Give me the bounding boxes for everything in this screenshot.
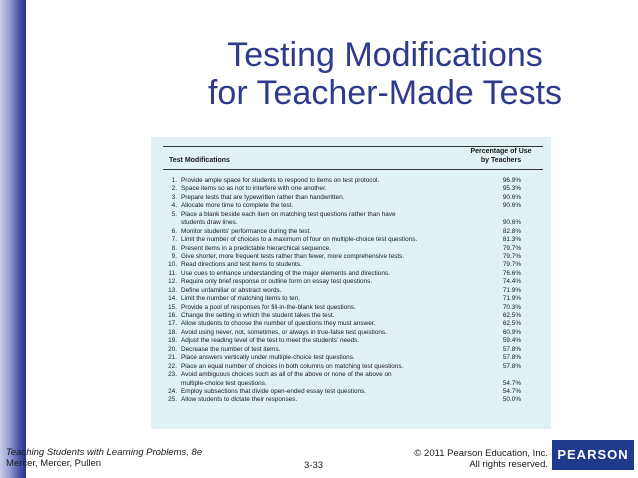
row-modification-text: Decrease the number of test items. — [181, 345, 281, 353]
row-modification-text: Change the setting in which the student takes the test. — [181, 312, 335, 319]
row-number: 8. — [171, 244, 177, 252]
table-row — [151, 363, 551, 371]
pearson-logo — [552, 440, 634, 470]
row-modification-text: Limit the number of matching items to ten. — [181, 295, 300, 303]
row-percentage: 57.8% — [502, 362, 521, 370]
row-modification-text: Avoid using never, not, sometimes, or always in true-false test questions. — [181, 328, 387, 336]
row-number: 1. — [171, 177, 177, 184]
row-number: 4. — [171, 202, 177, 210]
decorative-side-bar — [0, 0, 26, 478]
table-row — [151, 354, 551, 362]
table-row — [151, 312, 551, 320]
table-row — [151, 194, 551, 202]
row-number: 19. — [168, 337, 177, 345]
row-number: 18. — [168, 328, 177, 336]
row-number: 14. — [168, 295, 177, 303]
row-percentage: 54.7% — [502, 387, 521, 395]
table-row — [151, 185, 551, 193]
table-row — [151, 228, 551, 236]
rights-text: All rights reserved. — [469, 459, 548, 470]
header-percentage-line-2: by Teachers — [480, 156, 522, 164]
row-number: 3. — [171, 193, 177, 201]
row-percentage: 90.6% — [502, 202, 521, 210]
row-number: 6. — [171, 227, 177, 235]
copyright-text: © 2011 Pearson Education, Inc. — [414, 448, 548, 459]
row-number: 20. — [168, 345, 177, 353]
row-modification-text: Place a blank beside each item on matching test questions rather than have — [181, 210, 396, 218]
row-number: 9. — [171, 252, 177, 260]
book-authors: Mercer, Mercer, Pullen — [6, 458, 102, 469]
row-number: 23. — [168, 371, 177, 379]
footer-copyright — [400, 448, 548, 470]
row-percentage: 96.9% — [502, 177, 521, 184]
table-header-rule — [163, 169, 543, 170]
row-modification-text: Avoid ambiguous choices such as all of the above or none of the above on — [181, 371, 392, 379]
title-line-1: Testing Modifications — [227, 36, 543, 74]
row-number: 15. — [168, 303, 177, 311]
row-percentage: 59.4% — [502, 337, 521, 345]
row-number: 7. — [171, 236, 177, 244]
row-number: 22. — [168, 362, 177, 370]
header-percentage-of-use — [461, 148, 541, 165]
row-percentage: 81.3% — [502, 236, 521, 244]
row-modification-text: Place an equal number of choices in both columns on matching test questions. — [181, 362, 404, 370]
row-percentage: 54.7% — [502, 379, 521, 387]
row-number: 17. — [168, 320, 177, 328]
table-row — [151, 380, 551, 388]
header-percentage-line-1: Percentage of Use — [470, 148, 532, 155]
row-number: 5. — [171, 210, 177, 218]
row-percentage: 74.4% — [502, 278, 521, 286]
header-test-modifications: Test Modifications — [169, 157, 230, 164]
table-top-rule — [163, 146, 543, 147]
row-percentage: 71.9% — [502, 295, 521, 303]
row-modification-text: Adjust the reading level of the test to meet the students' needs. — [181, 337, 360, 345]
row-modification-text: Space items so as not to interfere with one another. — [181, 185, 327, 193]
table-row — [151, 261, 551, 269]
table-row — [151, 202, 551, 210]
row-modification-text: Give shorter, more frequent tests rather than fewer, more comprehensive tests. — [181, 252, 405, 260]
table-row — [151, 177, 551, 185]
row-percentage: 95.3% — [502, 185, 521, 193]
table-body — [151, 177, 551, 405]
table-row — [151, 211, 551, 219]
title-line-2: for Teacher-Made Tests — [207, 74, 563, 112]
row-percentage: 57.8% — [502, 345, 521, 353]
row-number: 21. — [168, 354, 177, 362]
row-percentage: 79.7% — [502, 244, 521, 252]
row-modification-text: Employ subsections that divide open-ended essay test questions. — [181, 387, 367, 395]
row-number: 11. — [168, 269, 177, 277]
row-modification-text: multiple-choice test questions. — [181, 379, 267, 387]
table-row — [151, 388, 551, 396]
row-percentage: 79.7% — [502, 261, 521, 269]
table-row — [151, 253, 551, 261]
row-modification-text: Use cues to enhance understanding of the major elements and directions. — [181, 269, 390, 277]
row-number: 13. — [168, 286, 177, 294]
row-modification-text: students draw lines. — [181, 219, 238, 227]
row-percentage: 62.5% — [502, 312, 521, 319]
row-percentage: 82.8% — [502, 227, 521, 235]
row-percentage: 71.9% — [502, 286, 521, 294]
table-row — [151, 337, 551, 345]
row-percentage: 57.8% — [502, 354, 521, 362]
row-number: 10. — [168, 261, 177, 269]
table-row — [151, 329, 551, 337]
row-modification-text: Read directions and test items to students. — [181, 261, 302, 269]
table-row — [151, 396, 551, 404]
table-row — [151, 287, 551, 295]
row-percentage: 60.9% — [502, 328, 521, 336]
row-modification-text: Prepare tests that are typewritten rather than handwritten. — [181, 193, 345, 201]
row-modification-text: Allow students to choose the number of questions they must answer. — [181, 320, 376, 328]
row-modification-text: Limit the number of choices to a maximum of four on multiple-choice test questions. — [181, 236, 418, 244]
row-number: 12. — [168, 278, 177, 286]
row-percentage: 76.6% — [502, 269, 521, 277]
table-row — [151, 245, 551, 253]
test-modifications-table — [151, 137, 551, 429]
table-row — [151, 219, 551, 227]
row-number: 25. — [168, 396, 177, 404]
row-modification-text: Provide a pool of responses for fill-in-the-blank test questions. — [181, 303, 356, 311]
footer-book-info — [6, 447, 202, 469]
row-percentage: 90.6% — [502, 193, 521, 201]
row-percentage: 70.3% — [502, 303, 521, 311]
row-percentage: 62.5% — [502, 320, 521, 328]
row-modification-text: Define unfamiliar or abstract words. — [181, 286, 282, 294]
table-row — [151, 295, 551, 303]
row-modification-text: Allocate more time to complete the test. — [181, 202, 294, 210]
row-number: 2. — [171, 185, 177, 193]
slide-number: 3-33 — [304, 460, 324, 471]
row-percentage: 90.6% — [502, 219, 521, 227]
row-percentage: 79.7% — [502, 252, 521, 260]
table-header — [151, 137, 551, 171]
row-percentage: 50.0% — [502, 396, 521, 404]
row-modification-text: Require only brief response or outline form on essay test questions. — [181, 278, 373, 286]
row-modification-text: Provide ample space for students to respond to items on test protocol. — [181, 177, 380, 184]
book-title: Teaching Students with Learning Problems, 8e — [6, 447, 203, 458]
row-modification-text: Present items in a predictable hierarchical sequence. — [181, 244, 331, 252]
row-modification-text: Allow students to dictate their responses. — [181, 396, 298, 404]
table-row — [151, 346, 551, 354]
row-modification-text: Place answers vertically under multiple-choice test questions. — [181, 354, 355, 362]
table-row — [151, 371, 551, 379]
slide-title — [150, 36, 620, 112]
row-modification-text: Monitor students' performance during the test. — [181, 227, 312, 235]
pearson-logo-text: PEARSON — [557, 447, 629, 462]
table-row — [151, 304, 551, 312]
row-number: 16. — [168, 312, 177, 319]
table-row — [151, 320, 551, 328]
table-row — [151, 270, 551, 278]
row-number: 24. — [168, 387, 177, 395]
table-row — [151, 278, 551, 286]
table-row — [151, 236, 551, 244]
